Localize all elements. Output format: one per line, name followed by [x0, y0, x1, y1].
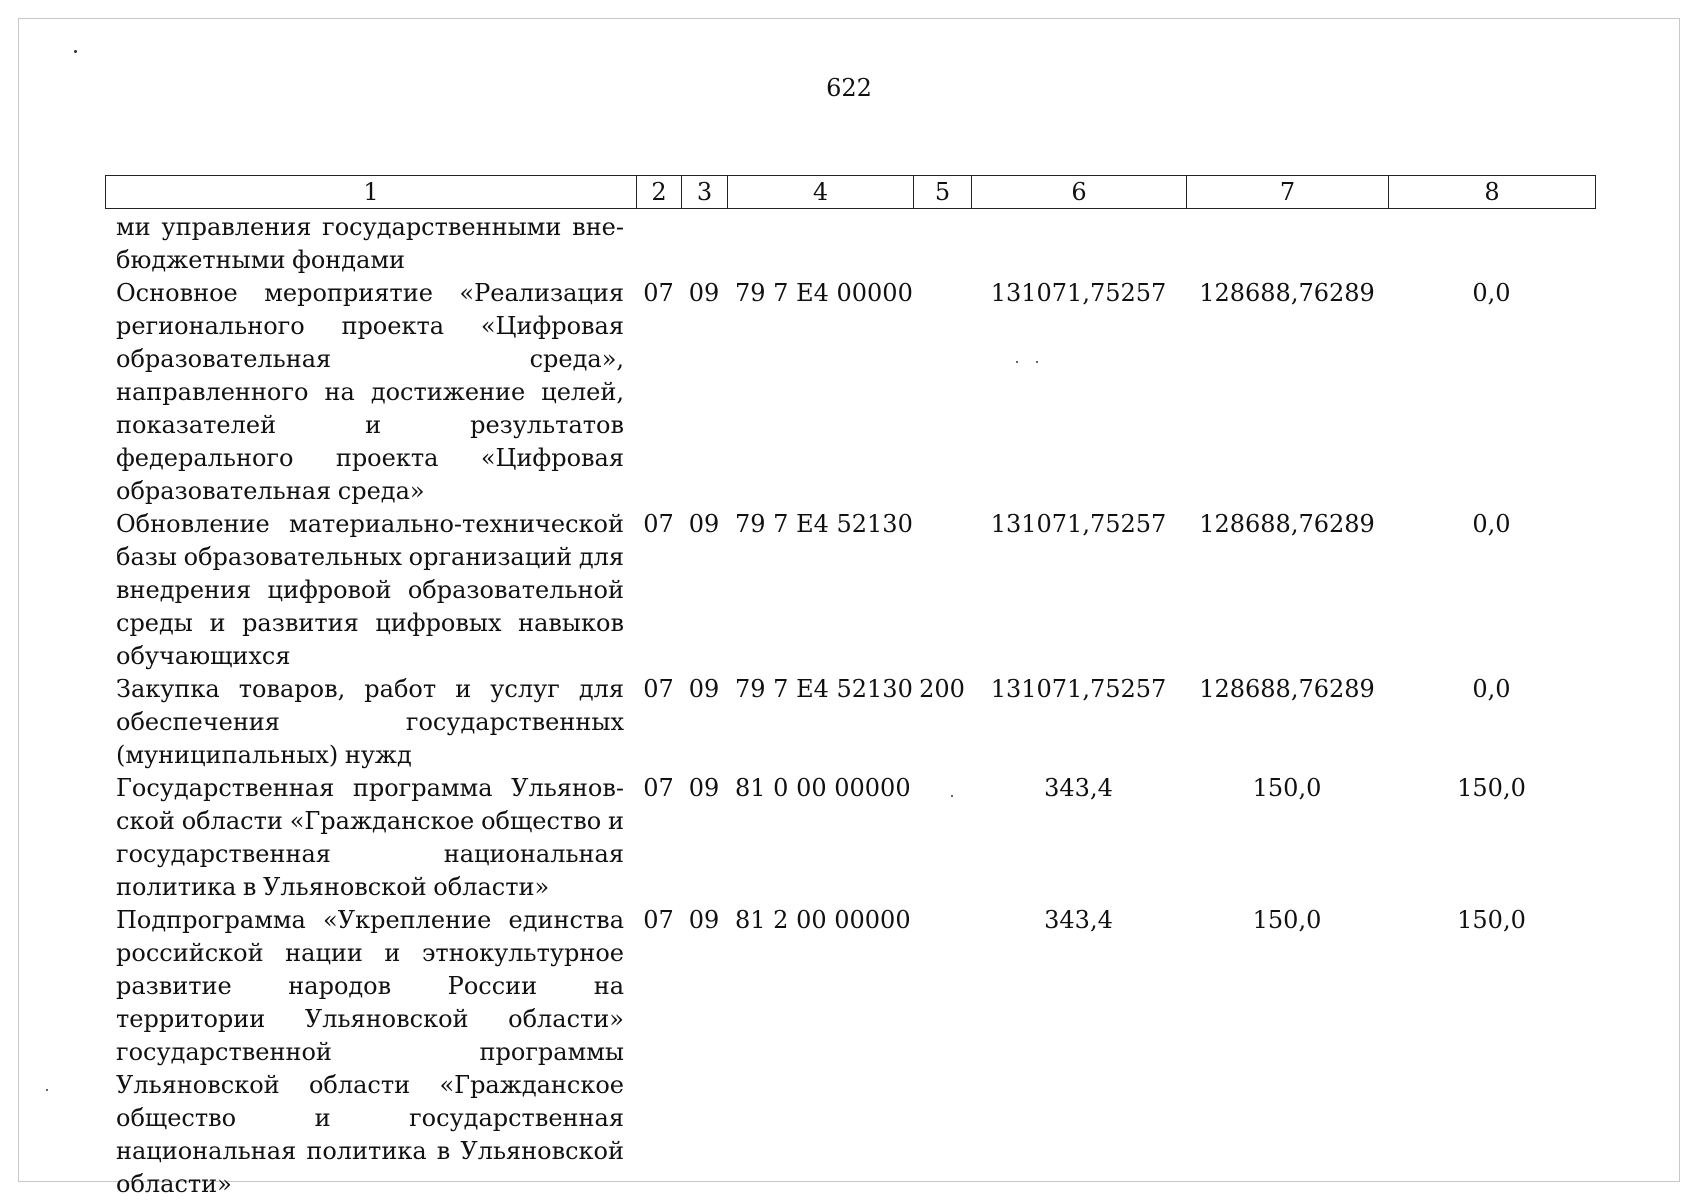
row-section: 07 [643, 774, 674, 802]
row-subsection: 09 [688, 279, 720, 307]
row-name: ми управления государственными внебюджетными фондами [116, 213, 624, 274]
row-subsection [681, 211, 727, 277]
row-value-col7: 128688,76289 [1199, 675, 1375, 703]
table-row [105, 277, 1595, 508]
row-expense-type [913, 508, 971, 673]
table-row [105, 673, 1595, 772]
row-expense-type [913, 772, 971, 904]
row-name: Основное мероприятие «Реализация регионального проекта «Цифровая образовательная среда», направленного на достижение целей, показателей и результатов федерального проекта «Цифровая образовательная среда» [116, 279, 624, 505]
scan-speck [1016, 361, 1018, 363]
row-name: Государственная программа Ульяновской области «Гражданское общество и государственная национальная политика в Ульяновской области» [116, 774, 624, 901]
row-name: Подпрограмма «Укрепление единства российской нации и этнокультурное развитие народов России на территории Ульяновской области» государственной программы Ульяновской области «Гражданское общество и государственная национальная политика в Ульяновской области» [116, 906, 624, 1198]
row-value-col7: 150,0 [1252, 774, 1322, 802]
header-col-5: 5 [914, 176, 972, 209]
row-value-col7: 128688,76289 [1199, 279, 1375, 307]
row-section: 07 [643, 510, 674, 538]
row-value-col6: 343,4 [1044, 774, 1113, 802]
row-target-code: 81 0 00 00000 [735, 774, 911, 802]
row-expense-type [913, 211, 971, 277]
table-row [105, 772, 1595, 904]
row-value-col6: 131071,75257 [990, 279, 1167, 307]
row-target-code: 81 2 00 00000 [735, 906, 911, 934]
budget-table [105, 211, 1595, 1201]
row-value-col8 [1388, 211, 1595, 277]
row-expense-type [913, 277, 971, 508]
row-value-col6: 343,4 [1044, 906, 1113, 934]
row-value-col6: 131071,75257 [990, 510, 1167, 538]
row-name: Обновление материально-технической базы образовательных организаций для внедрения цифровой образовательной среды и развития цифровых навыков обучающихся [116, 510, 624, 670]
row-subsection: 09 [688, 510, 720, 538]
header-col-7: 7 [1187, 176, 1389, 209]
row-expense-type: 200 [919, 675, 965, 703]
row-name: Закупка товаров, работ и услуг для обеспечения государственных (муниципальных) нужд [116, 675, 624, 769]
row-subsection: 09 [688, 774, 720, 802]
table-row [105, 904, 1595, 1201]
scan-speck [951, 795, 953, 797]
table-row [105, 508, 1595, 673]
row-subsection: 09 [688, 906, 720, 934]
row-section: 07 [643, 675, 674, 703]
row-value-col8: 0,0 [1472, 510, 1511, 538]
row-target-code: 79 7 Е4 00000 [735, 279, 913, 307]
header-row [106, 176, 1596, 209]
row-value-col7: 128688,76289 [1199, 510, 1375, 538]
row-section: 07 [643, 279, 674, 307]
row-value-col8: 150,0 [1457, 906, 1526, 934]
row-value-col8: 0,0 [1472, 675, 1511, 703]
scan-speck [74, 50, 77, 53]
header-col-6: 6 [972, 176, 1187, 209]
row-value-col6: 131071,75257 [990, 675, 1167, 703]
header-col-4: 4 [728, 176, 914, 209]
row-value-col6 [971, 211, 1186, 277]
row-expense-type [913, 904, 971, 1201]
row-subsection: 09 [688, 675, 720, 703]
row-section: 07 [643, 906, 674, 934]
row-target-code [727, 211, 913, 277]
header-col-8: 8 [1389, 176, 1596, 209]
row-target-code: 79 7 Е4 52130 [735, 510, 913, 538]
header-col-1: 1 [106, 176, 637, 209]
row-target-code: 79 7 Е4 52130 [735, 675, 913, 703]
scan-speck [46, 1089, 48, 1091]
header-col-3: 3 [682, 176, 728, 209]
scan-speck [1036, 361, 1038, 363]
row-value-col7 [1186, 211, 1388, 277]
page-number: 622 [826, 74, 872, 102]
header-col-2: 2 [637, 176, 682, 209]
row-value-col7: 150,0 [1252, 906, 1322, 934]
row-section [636, 211, 681, 277]
row-value-col8: 150,0 [1457, 774, 1526, 802]
table-header [105, 175, 1596, 209]
table-row [105, 211, 1595, 277]
row-value-col8: 0,0 [1472, 279, 1511, 307]
